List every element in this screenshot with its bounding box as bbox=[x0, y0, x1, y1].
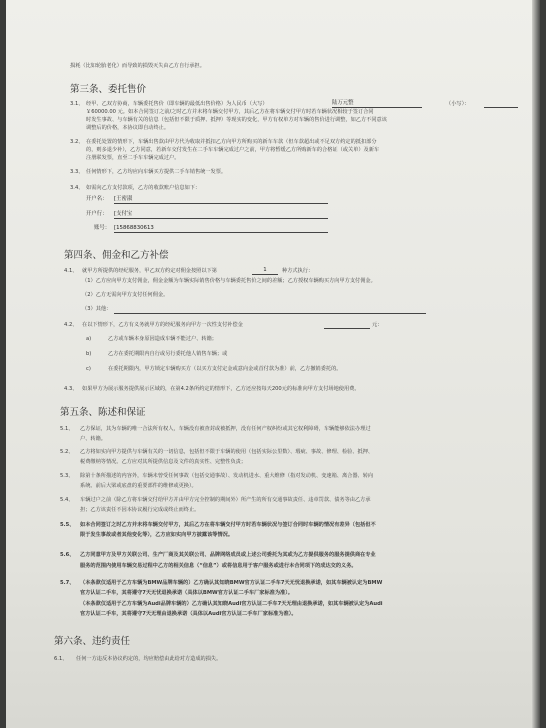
clause-4-2-a-label: a) bbox=[86, 336, 92, 342]
clause-4-2-number: 4.2、 bbox=[64, 322, 78, 328]
clause-4-2-a: 乙方或车辆本身原因造成车辆不能过户、转籍； bbox=[108, 336, 217, 342]
account-number-value: [ 15868830613 bbox=[114, 224, 328, 233]
clause-5-7-line3: （本条款仅适用于乙方车辆为Audi品牌车辆的）乙方确认其知晓Audi官方认证二手车7天无理由退换承诺，如其车辆被认定为Audi bbox=[80, 601, 383, 607]
clause-5-4-line2: 担；乙方该责任不因本协议履行完成或终止而终止。 bbox=[80, 507, 200, 513]
bank-value: [ 支付宝 bbox=[114, 210, 328, 219]
clause-5-7-number: 5.7、 bbox=[60, 580, 75, 586]
commission-option-1: （1）乙方应向甲方支付佣金，佣金金额为车辆实际销售价格与车辆委托售价之间的差额；乙方授权车辆购买方向甲方支付佣金。 bbox=[82, 278, 376, 284]
clause-5-2-line2: 税费缴纳等情况。乙方应对其所提供信息及文件的真实性、完整性负责； bbox=[80, 459, 247, 465]
clause-4-3-number: 4.3、 bbox=[64, 386, 78, 392]
article6-title: 第六条、违约责任 bbox=[54, 636, 131, 647]
clause-3-2-number: 3.2、 bbox=[70, 139, 84, 145]
clause-3-1-line1: 经甲、乙双方协商，车辆委托售价（即车辆的最低出售价格）为人民币（大写） bbox=[86, 101, 268, 107]
clause-5-3-number: 5.3、 bbox=[60, 473, 74, 479]
clause-3-2-line2: 的，则多退少补），乙方同意，若新车交付发生在二手车车辆完成过户之前，甲方将暂缓乙方所购新车的合格证（或关单）及新车 bbox=[86, 147, 380, 153]
commission-option-3: （3）其他： bbox=[82, 306, 112, 312]
clause-3-1-line3: 时发生事故、与车辆有关的信息（包括但不限于质押、抵押）等现实的变化，甲方有权单方对车辆的售价进行调整，如乙方不同意该 bbox=[86, 117, 387, 123]
clause-3-1-number: 3.1、 bbox=[70, 101, 84, 107]
clause-5-1-number: 5.1、 bbox=[60, 426, 74, 432]
clause-5-3-line1: 除第十条所描述的内容外，车辆未曾受任何事故（包括交通事故）、发动机进水、重大维修（指对发动机、变速箱、离合器、转向 bbox=[80, 473, 374, 479]
account-holder-value: [ 王密淑 bbox=[114, 195, 328, 204]
clause-3-2-line3: 注册联发票，直至二手车车辆完成过户。 bbox=[86, 155, 180, 161]
price-small-blank bbox=[484, 107, 518, 108]
clause-4-2-c-label: c) bbox=[86, 366, 91, 372]
clause-5-2-number: 5.2、 bbox=[60, 449, 74, 455]
article4-title: 第四条、佣金和乙方补偿 bbox=[64, 250, 169, 261]
carryover-line: 损耗（比如轮胎老化）而导致的损毁灭失由乙方自行承担。 bbox=[70, 63, 205, 69]
clause-5-4-number: 5.4、 bbox=[60, 497, 74, 503]
article5-title: 第五条、陈述和保证 bbox=[60, 407, 146, 418]
clause-5-7-line1: （本条款仅适用于乙方车辆为BMW品牌车辆的）乙方确认其知晓BMW官方认证二手车7天无忧退换承诺，如其车辆被认定为BMW bbox=[80, 580, 383, 586]
clause-4-2-line1: 在以下情形下，乙方有义务就甲方的经纪服务向甲方一次性支付补偿金 bbox=[82, 322, 243, 328]
clause-4-1-line1b: 种方式执行： bbox=[282, 268, 314, 274]
clause-3-4-number: 3.4、 bbox=[70, 185, 84, 191]
clause-5-6-line1: 乙方同意甲方及甲方关联公司、生产厂商及其关联公司、品牌网络成员或上述公司委托为其或为乙方提供服务的服务提供商在专业 bbox=[80, 552, 376, 558]
clause-5-1-line2: 户、转籍。 bbox=[80, 436, 106, 442]
clause-5-4-line1: 车辆过户之前（除乙方将车辆交付给甲方并由甲方完全控制的期间外）所产生的所有交通事故责任、违章罚款、债务等由乙方承 bbox=[80, 497, 371, 503]
clause-5-5-line1: 如本合同签订之时乙方并未将车辆交付甲方，其后乙方在将车辆交付甲方时若车辆状况与签订合同时车辆的情况有差异（包括但不 bbox=[80, 522, 376, 528]
clause-3-2-line1: 在委托处置的情形下，车辆出售款由甲方代为收取并抵扣乙方向甲方所购买的新车车款（但车款超出或不足双方约定的抵扣部分 bbox=[86, 139, 377, 145]
price-small-label: （小写）： bbox=[446, 101, 470, 107]
clause-5-3-line2: 系统、前后大梁或底盘的重要部件的维修或更换）。 bbox=[80, 483, 197, 489]
clause-4-3-line1: 如果甲方为展示服务提供展示区域的，在第4.2条所约定的情形下，乙方还应按每天200元的标准向甲方支付场地使用费。 bbox=[82, 386, 360, 392]
commission-other-blank bbox=[114, 313, 426, 314]
account-number-label: 账号： bbox=[94, 225, 111, 231]
bank-label: 开户行： bbox=[86, 211, 108, 217]
commission-option-value: 1 bbox=[252, 266, 278, 275]
article3-title: 第三条、委托售价 bbox=[70, 84, 147, 95]
clause-4-1-line1a: 就甲方所提供的经纪服务，甲乙双方约定对佣金按照以下第 bbox=[82, 268, 217, 274]
account-holder-label: 开户名： bbox=[86, 196, 108, 202]
clause-4-2-c: 在委托期限内，甲方锁定车辆购买方（以买方支付定金或意向金或首付款为准）前，乙方撤销委托的。 bbox=[108, 366, 342, 372]
clause-5-5-line2: 限于发生事故或者其他变化等），乙方应如实向甲方披露该等情况。 bbox=[80, 532, 234, 538]
clause-5-6-number: 5.6、 bbox=[60, 552, 75, 558]
clause-4-2-b-label: b) bbox=[86, 351, 92, 357]
clause-6-1-number: 6.1、 bbox=[54, 656, 68, 662]
compensation-blank bbox=[324, 328, 370, 329]
clause-3-3-line1: 任何情形下，乙方均应向车辆买方提供二手车销售统一发票。 bbox=[86, 169, 227, 175]
clause-5-2-line1: 乙方将如实向甲方提供与车辆有关的一切信息，包括但不限于车辆的使用（包括实际公里数）、瑕疵、事故、修理、检验、抵押、 bbox=[80, 449, 374, 455]
contract-page bbox=[6, 0, 540, 728]
clause-3-1-line4: 调整后的价格，本协议即自动终止。 bbox=[86, 125, 170, 131]
clause-5-7-line2: 官方认证二手车，其将遵守7天无忧退换承诺（具体以BMW官方认证二手车厂家标准为准）。 bbox=[80, 590, 293, 596]
clause-3-1-line2: ￥60000.00 元。如本合同签订之前/之时乙方并未将车辆交付甲方，其后乙方在将车辆交付甲方时若车辆状况相较于签订合同 bbox=[86, 109, 374, 115]
clause-3-3-number: 3.3、 bbox=[70, 169, 84, 175]
clause-5-5-number: 5.5、 bbox=[60, 522, 75, 528]
commission-option-2: （2）乙方无需向甲方支付任何佣金。 bbox=[82, 292, 169, 298]
clause-6-1-line1: 任何一方违反本协议约定的，均应赔偿由此给对方造成的损失。 bbox=[76, 656, 222, 662]
page-edge-shadow bbox=[532, 0, 540, 728]
clause-4-2-b: 乙方在委托期限内自行或另行委托他人销售车辆；或 bbox=[108, 351, 228, 357]
price-in-words: 陆万元整 bbox=[332, 99, 422, 108]
clause-4-2-line1b: 元： bbox=[372, 322, 383, 328]
clause-5-1-line1: 乙方保证，其为车辆的唯一合法所有权人，车辆没有被查封或被抵押，没有任何产权纠纷或其它权利障碍，车辆能够依法办理过 bbox=[80, 426, 371, 432]
clause-4-1-number: 4.1、 bbox=[64, 268, 78, 274]
clause-5-7-line4: 官方认证二手车，其将遵守7天无理由退换承诺（具体以Audi官方认证二手车厂家标准为准）。 bbox=[80, 611, 297, 617]
clause-3-4-line1: 如需向乙方支付款项，乙方的收款账户信息如下： bbox=[86, 185, 201, 191]
clause-5-6-line2: 服务的范围内使用车辆交易过程中乙方的相关信息（“信息”）或将信息用于客户服务或进行本合同项下的成达交的义务。 bbox=[80, 563, 357, 569]
